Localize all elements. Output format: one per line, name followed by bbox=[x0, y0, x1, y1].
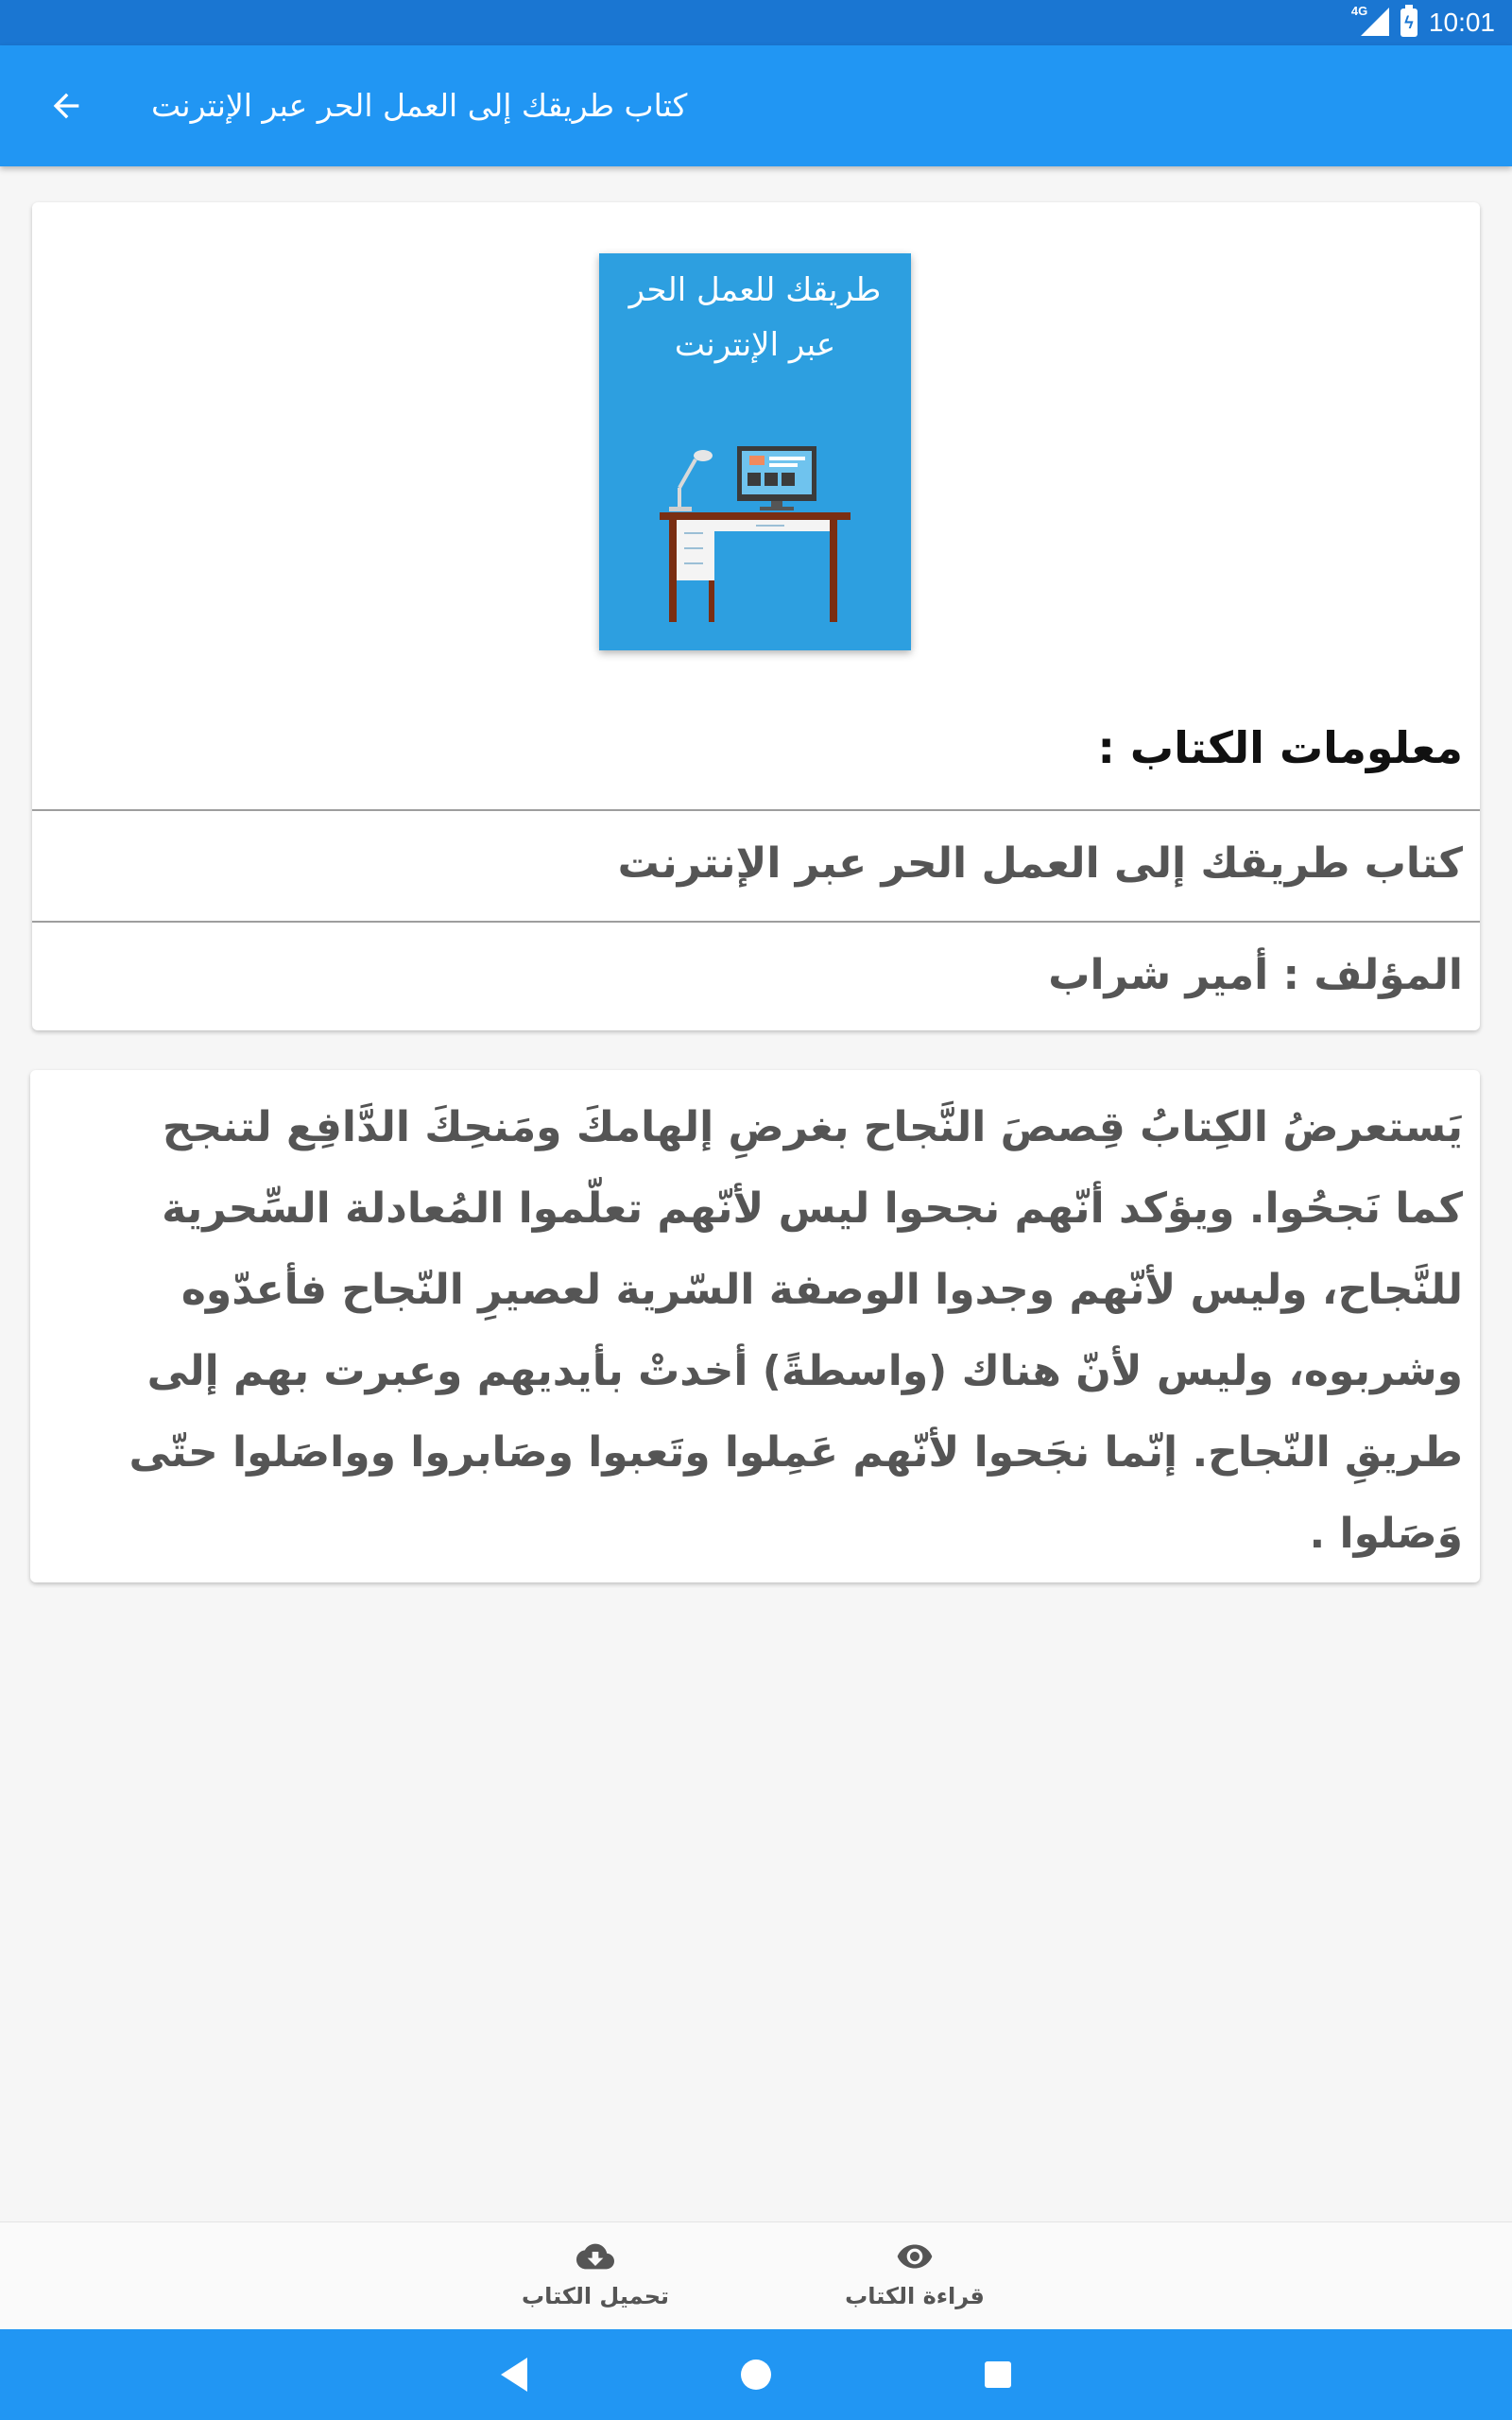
read-book-label: قراءة الكتاب bbox=[845, 2283, 985, 2309]
desk-computer-illustration bbox=[656, 442, 854, 631]
download-book-label: تحميل الكتاب bbox=[521, 2283, 670, 2309]
navigation-bar bbox=[0, 2329, 1512, 2420]
book-cover[interactable] bbox=[599, 253, 911, 650]
description-card bbox=[30, 1070, 1480, 1582]
battery-charging-icon: ϟ bbox=[1400, 9, 1418, 37]
nav-home-icon[interactable] bbox=[737, 2354, 775, 2395]
info-heading: معلومات الكتاب : bbox=[1097, 722, 1463, 773]
nav-recents-icon[interactable] bbox=[979, 2354, 1017, 2395]
cloud-download-icon bbox=[571, 2238, 620, 2275]
arrow-back-icon[interactable] bbox=[47, 87, 85, 125]
nav-back-icon[interactable] bbox=[497, 2354, 535, 2395]
page-title: كتاب طريقك إلى العمل الحر عبر الإنترنت bbox=[151, 87, 688, 124]
status-bar bbox=[0, 0, 1512, 45]
bottom-actions bbox=[0, 2221, 1512, 2329]
status-indicators bbox=[1351, 0, 1495, 45]
divider bbox=[32, 809, 1480, 811]
download-book-button[interactable] bbox=[501, 2238, 690, 2323]
clock: 10:01 bbox=[1428, 8, 1495, 37]
network-type: 4G bbox=[1350, 4, 1368, 18]
book-author: المؤلف : أمير شراب bbox=[1048, 951, 1463, 999]
divider bbox=[32, 921, 1480, 923]
book-info-card bbox=[32, 202, 1480, 1030]
book-description: يَستعرضُ الكِتابُ قِصصَ النَّجاح بغرضِ إلهامكَ ومَنحِكَ الدَّافِع لتنجح كما نَجحُوا. ويؤكد أنّهم نجحوا ليس لأنّهم تعلّموا المُعادلة السِّحرية للنَّجاح، وليس لأنّهم وجدوا الوصفة السّرية لعصيرِ النّجاح فأعدّوه وشربوه، وليس لأنّ هناك (واسطةً) أخدتْ بأيديهم وعبرت بهم إلى طريقِ النّجاح. إنّما نجَحوا لأنّهم عَمِلوا وتَعبوا وصَابروا وواصَلوا حتّى وَصَلوا . bbox=[129, 1103, 1463, 1558]
signal-icon bbox=[1350, 4, 1389, 38]
book-name: كتاب طريقك إلى العمل الحر عبر الإنترنت bbox=[617, 839, 1463, 888]
app-bar bbox=[0, 45, 1512, 166]
read-book-button[interactable] bbox=[820, 2238, 1009, 2323]
eye-icon bbox=[890, 2238, 939, 2275]
back-button[interactable] bbox=[40, 79, 93, 132]
cover-title: طريقك للعمل الحر عبر الإنترنت bbox=[628, 271, 882, 364]
